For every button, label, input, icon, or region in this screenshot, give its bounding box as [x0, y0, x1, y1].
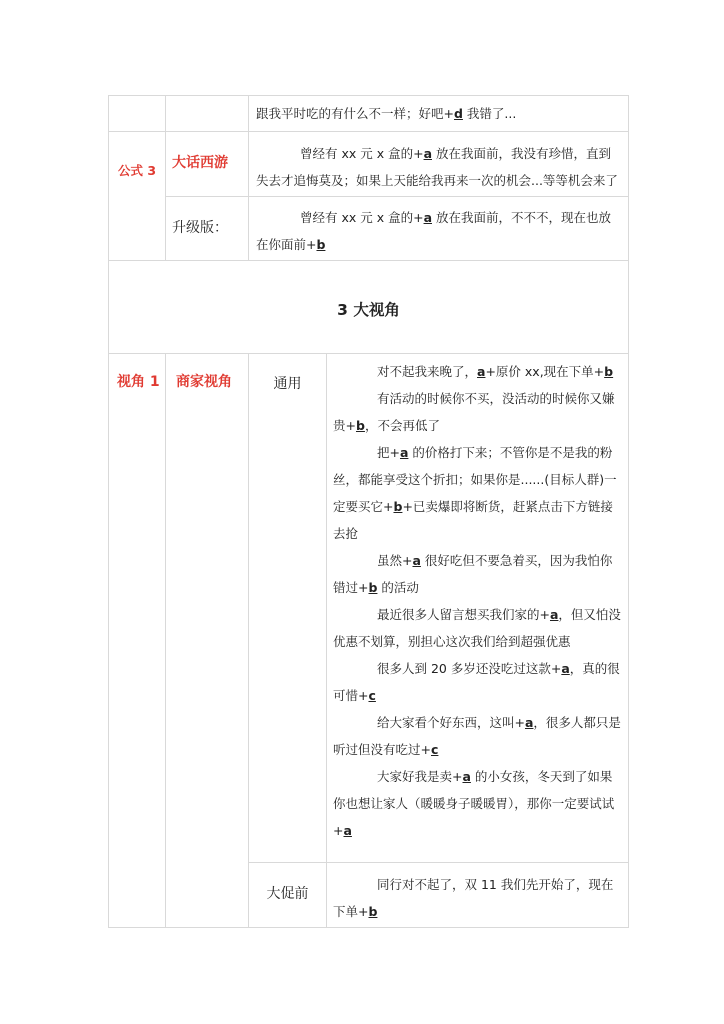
section-title: 3 大视角 — [337, 301, 400, 319]
table-cell — [165, 95, 249, 132]
formula3-text: 曾经有 xx 元 x 盒的+a 放在我面前，我没有珍惜，直到失去才追悔莫及；如果上天能给我再来一次的机会...等等机会来了 — [256, 146, 618, 188]
list-item: 把+a 的价格打下来；不管你是不是我的粉丝，都能享受这个折扣；如果你是......(目标人群)一定要买它+b+已卖爆即将断货，赶紧点击下方链接去抢 — [333, 445, 617, 541]
view1-name-cell — [165, 353, 249, 928]
row0-text: 跟我平时吃的有什么不一样；好吧+d 我错了... — [256, 106, 517, 121]
view1-label: 视角 1 — [117, 374, 160, 390]
upgrade-label: 升级版： — [172, 220, 228, 236]
formula3-label: 公式 3 — [118, 163, 157, 178]
list-item: 很多人到 20 多岁还没吃过这款+a，真的很可惜+c — [333, 661, 620, 703]
promo-label: 大促前 — [266, 886, 309, 902]
list-item: 有活动的时候你不买，没活动的时候你又嫌贵+b，不会再低了 — [333, 391, 615, 433]
upgrade-text: 曾经有 xx 元 x 盒的+a 放在我面前，不不不，现在也放在你面前+b — [256, 210, 611, 252]
list-item: 大家好我是卖+a 的小女孩，冬天到了如果你也想让家人（暖暖身子暖暖胃），那你一定要试试+a — [333, 769, 615, 838]
general-items — [333, 358, 623, 844]
general-label: 通用 — [273, 376, 302, 392]
table-cell — [108, 95, 166, 132]
formula3-label-cell — [108, 131, 166, 261]
promo-text: 同行对不起了，双 11 我们先开始了，现在下单+b — [333, 877, 614, 919]
formula3-name: 大话西游 — [172, 155, 228, 171]
list-item: 对不起我来晚了，a+原价 xx,现在下单+b — [377, 364, 614, 379]
list-item: 最近很多人留言想买我们家的+a，但又怕没优惠不划算，别担心这次我们给到超强优惠 — [333, 607, 621, 649]
general-label-cell — [248, 353, 327, 863]
list-item: 虽然+a 很好吃但不要急着买，因为我怕你错过+b 的活动 — [333, 553, 613, 595]
view1-label-cell — [108, 353, 166, 928]
view1-name: 商家视角 — [176, 374, 232, 390]
list-item: 给大家看个好东西，这叫+a，很多人都只是听过但没有吃过+c — [333, 715, 621, 757]
